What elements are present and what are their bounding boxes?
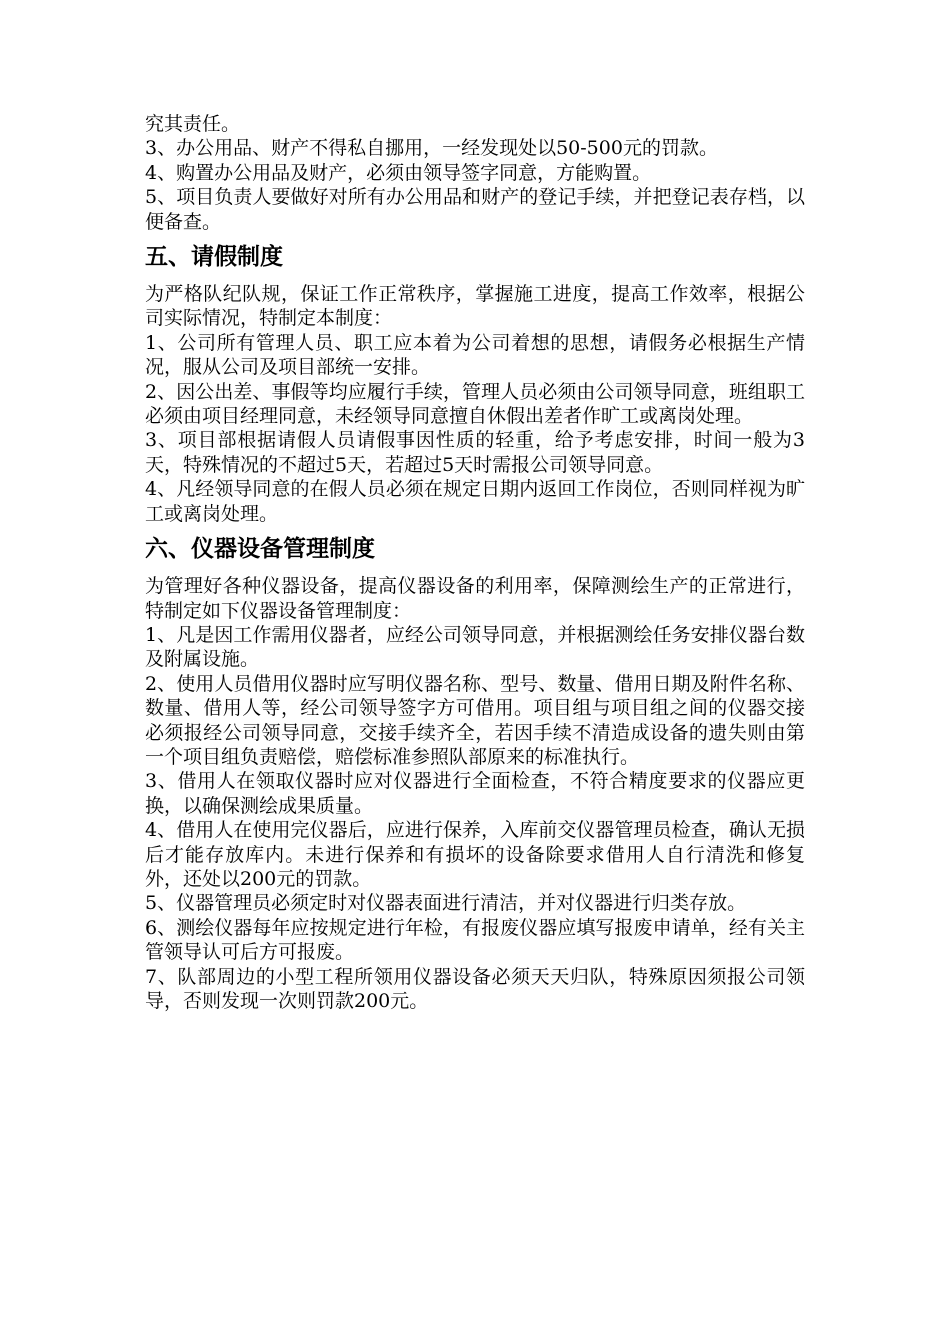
paragraph-equipment-rule-1: 1、凡是因工作需用仪器者，应经公司领导同意，并根据测绘任务安排仪器台数及附属设施。 bbox=[145, 623, 805, 671]
paragraph-equipment-intro: 为管理好各种仪器设备，提高仪器设备的利用率，保障测绘生产的正常进行，特制定如下仪器设备管理制度： bbox=[145, 575, 805, 622]
paragraph-purchase-approval: 4、购置办公用品及财产，必须由领导签字同意，方能购置。 bbox=[145, 161, 652, 184]
paragraph-leave-rule-1: 1、公司所有管理人员、职工应本着为公司着想的思想，请假务必根据生产情况，服从公司及项目部统一安排。 bbox=[145, 331, 805, 379]
paragraph-equipment-rule-6: 6、测绘仪器每年应按规定进行年检，有报废仪器应填写报废申请单，经有关主管领导认可后方可报废。 bbox=[145, 916, 805, 964]
paragraph-leave-intro: 为严格队纪队规，保证工作正常秩序，掌握施工进度，提高工作效率，根据公司实际情况，特制定本制度： bbox=[145, 283, 805, 330]
paragraph-equipment-rule-5: 5、仪器管理员必须定时对仪器表面进行清洁，并对仪器进行归类存放。 bbox=[145, 892, 747, 915]
paragraph-equipment-rule-3: 3、借用人在领取仪器时应对仪器进行全面检查，不符合精度要求的仪器应更换，以确保测绘成果质量。 bbox=[145, 770, 805, 817]
paragraph-leave-rule-3: 3、项目部根据请假人员请假事因性质的轻重，给予考虑安排，时间一般为3天，特殊情况的不超过5天，若超过5天时需报公司领导同意。 bbox=[145, 429, 805, 476]
paragraph-registration-records: 5、项目负责人要做好对所有办公用品和财产的登记手续，并把登记表存档，以便备查。 bbox=[145, 186, 805, 233]
section-heading-leave-policy: 五、请假制度 bbox=[145, 244, 283, 271]
paragraph-equipment-rule-2: 2、使用人员借用仪器时应写明仪器名称、型号、数量、借用日期及附件名称、数量、借用人等，经公司领导签字方可借用。项目组与项目组之间的仪器交接必须报经公司领导同意，交接手续齐全，若因手续不清造成设备的遗失则由第一个项目组负责赔偿，赔偿标准参照队部原来的标准执行。 bbox=[145, 672, 805, 768]
section-heading-equipment-policy: 六、仪器设备管理制度 bbox=[145, 536, 375, 563]
paragraph-equipment-rule-4: 4、借用人在使用完仪器后，应进行保养，入库前交仪器管理员检查，确认无损后才能存放库内。未进行保养和有损坏的设备除要求借用人自行清洗和修复外，还处以200元的罚款。 bbox=[145, 819, 805, 890]
paragraph-investigate-responsibility: 究其责任。 bbox=[145, 113, 241, 135]
paragraph-leave-rule-2: 2、因公出差、事假等均应履行手续，管理人员必须由公司领导同意，班组职工必须由项目经理同意，未经领导同意擅自休假出差者作旷工或离岗处理。 bbox=[145, 380, 805, 428]
paragraph-office-supplies-no-misuse: 3、办公用品、财产不得私自挪用，一经发现处以50-500元的罚款。 bbox=[145, 137, 718, 160]
paragraph-equipment-rule-7: 7、队部周边的小型工程所领用仪器设备必须天天归队，特殊原因须报公司领导，否则发现一次则罚款200元。 bbox=[145, 965, 805, 1012]
paragraph-leave-rule-4: 4、凡经领导同意的在假人员必须在规定日期内返回工作岗位，否则同样视为旷工或离岗处理。 bbox=[145, 478, 805, 525]
document-page bbox=[145, 112, 805, 1013]
